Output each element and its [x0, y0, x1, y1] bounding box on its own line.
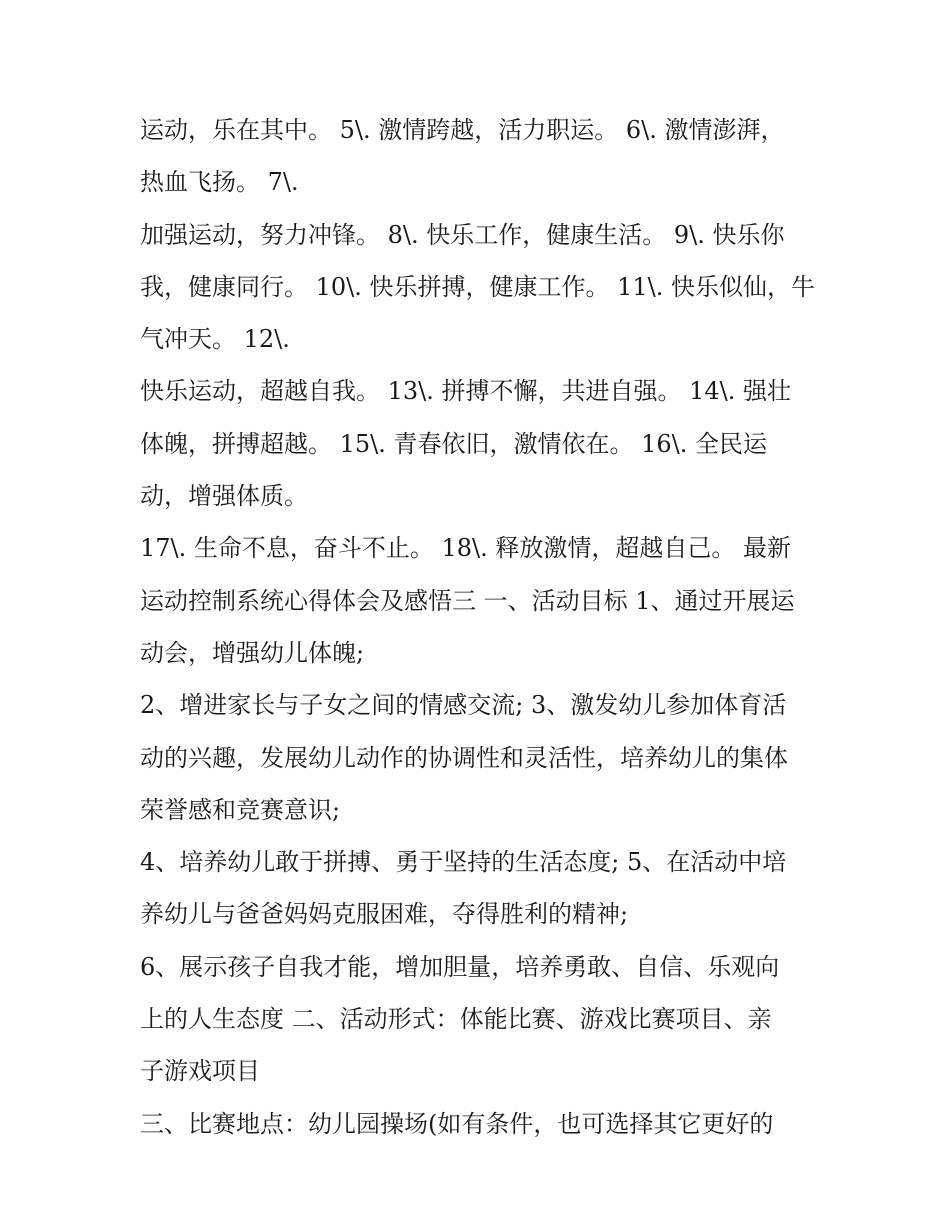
text-line: 动的兴趣，发展幼儿动作的协调性和灵活性，培养幼儿的集体 [140, 743, 788, 772]
text-line: 17\. 生命不息，奋斗不止。 18\. 释放激情，超越自己。 最新 [140, 534, 792, 563]
text-line: 2、增进家长与子女之间的情感交流; 3、激发幼儿参加体育活 [140, 691, 787, 720]
text-line: 动会，增强幼儿体魄; [140, 638, 365, 667]
text-line: 热血飞扬。 7\. [140, 168, 299, 197]
text-line: 运动，乐在其中。 5\. 激情跨越，活力职运。 6\. 激情澎湃， [140, 116, 785, 144]
text-line: 运动控制系统心得体会及感悟三 一、活动目标 1、通过开展运 [140, 586, 795, 615]
text-line: 荣誉感和竞赛意识; [140, 795, 341, 824]
text-line: 体魄，拼搏超越。 15\. 青春依旧，激情依在。 16\. 全民运 [140, 429, 768, 458]
text-line: 气冲天。 12\. [140, 325, 290, 354]
text-line: 子游戏项目 [140, 1057, 260, 1086]
text-line: 养幼儿与爸爸妈妈克服困难，夺得胜利的精神; [140, 900, 629, 929]
text-line: 4、培养幼儿敢于拼搏、勇于坚持的生活态度; 5、在活动中培 [140, 848, 787, 877]
text-line: 加强运动，努力冲锋。 8\. 快乐工作，健康生活。 9\. 快乐你 [140, 220, 785, 249]
text-line: 我，健康同行。 10\. 快乐拼搏，健康工作。 11\. 快乐似仙，牛 [140, 272, 816, 301]
text-line: 快乐运动，超越自我。 13\. 拼搏不懈，共进自强。 14\. 强壮 [140, 377, 792, 406]
text-line: 三、比赛地点：幼儿园操场(如有条件，也可选择其它更好的 [140, 1109, 774, 1138]
document-body [140, 104, 840, 1150]
text-line: 动，增强体质。 [140, 482, 308, 511]
text-line: 上的人生态度 二、活动形式：体能比赛、游戏比赛项目、亲 [140, 1005, 772, 1034]
text-line: 6、展示孩子自我才能，增加胆量，培养勇敢、自信、乐观向 [140, 952, 780, 981]
